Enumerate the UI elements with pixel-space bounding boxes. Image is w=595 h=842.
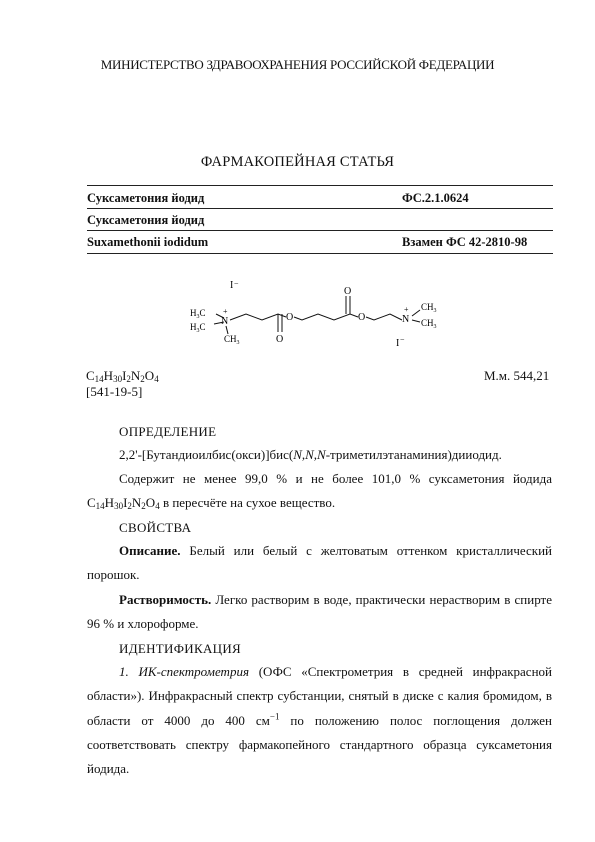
latin-name: Suxamethonii iodidum [87,235,209,249]
oxygen-2: O [276,334,284,345]
fs-number: ФС.2.1.0624 [402,191,469,205]
oxygen-4: O [358,312,366,323]
divider-2 [87,208,553,209]
iodide-1-minus: − [234,280,239,288]
divider-bottom [87,253,553,254]
properties-heading: СВОЙСТВА [119,520,192,535]
nitrogen-2: N [402,314,410,325]
iodide-2-minus: − [400,335,405,344]
definition-heading: ОПРЕДЕЛЕНИЕ [119,424,217,439]
plus-1: + [223,307,228,316]
russian-name-2: Суксаметония йодид [87,213,205,227]
molecular-formula: $C_{14}H_{30}I_2N_2O_4$ [541-19-5] [86,368,159,399]
iodide-1: I [230,280,234,291]
cas-number: [541-19-5] [86,384,143,399]
molecular-weight: М.м. 544,21 [484,368,550,383]
iodide-2: I [396,338,400,349]
svg-text:H3C: $H_3C$ [190,322,206,334]
divider-3 [87,230,553,231]
svg-text:CH3: $CH_3$ [224,334,240,346]
oxygen-3: O [344,286,352,297]
ir-paragraph: 1. ИК-спектрометрия (ОФС «Спектрометрия в средней инфракрасной области»). Инфракрасный спектр субстанции, снятый в диске с калия бромидом, в области от 4000 до 400 $см^{-1}$ по положению полос поглощения должен соответствовать спектру фармакопейного стандартного образца суксаметония йодида. [87,664,552,777]
structural-formula [190,280,450,360]
article-title: ФАРМАКОПЕЙНАЯ СТАТЬЯ [200,154,395,170]
svg-text:CH3: $CH_3$ [421,302,437,314]
content-paragraph: Содержит не менее 99,0 % и не более 101,0 % суксаметония йодида $C_{14}H_{30}I_2N_2O_4$ в пересчёте на сухое вещество. [87,471,552,512]
divider-top [87,185,553,186]
nitrogen-1: N [221,316,229,327]
oxygen-1: O [286,312,294,323]
svg-text:H3C: $H_3C$ [190,308,206,320]
replaces-note: Взамен ФС 42-2810-98 [402,235,528,249]
svg-text:CH3: $CH_3$ [421,318,437,330]
plus-2: + [404,305,409,314]
ministry-header: МИНИСТЕРСТВО ЗДРАВООХРАНЕНИЯ РОССИЙСКОЙ ФЕДЕРАЦИИ [100,57,495,72]
definition-name: 2,2'-[Бутандиоилбис(окси)]бис(N,N,N-триметилэтанаминия)дииодид. [119,447,502,462]
identification-heading: ИДЕНТИФИКАЦИЯ [119,641,241,656]
russian-name-1: Суксаметония йодид [87,191,205,205]
description-paragraph: Описание. Белый или белый с желтоватым оттенком кристаллический порошок. [87,543,552,583]
solubility-paragraph: Растворимость. Легко растворим в воде, практически нерастворим в спирте 96 % и хлороформе. [87,592,552,632]
